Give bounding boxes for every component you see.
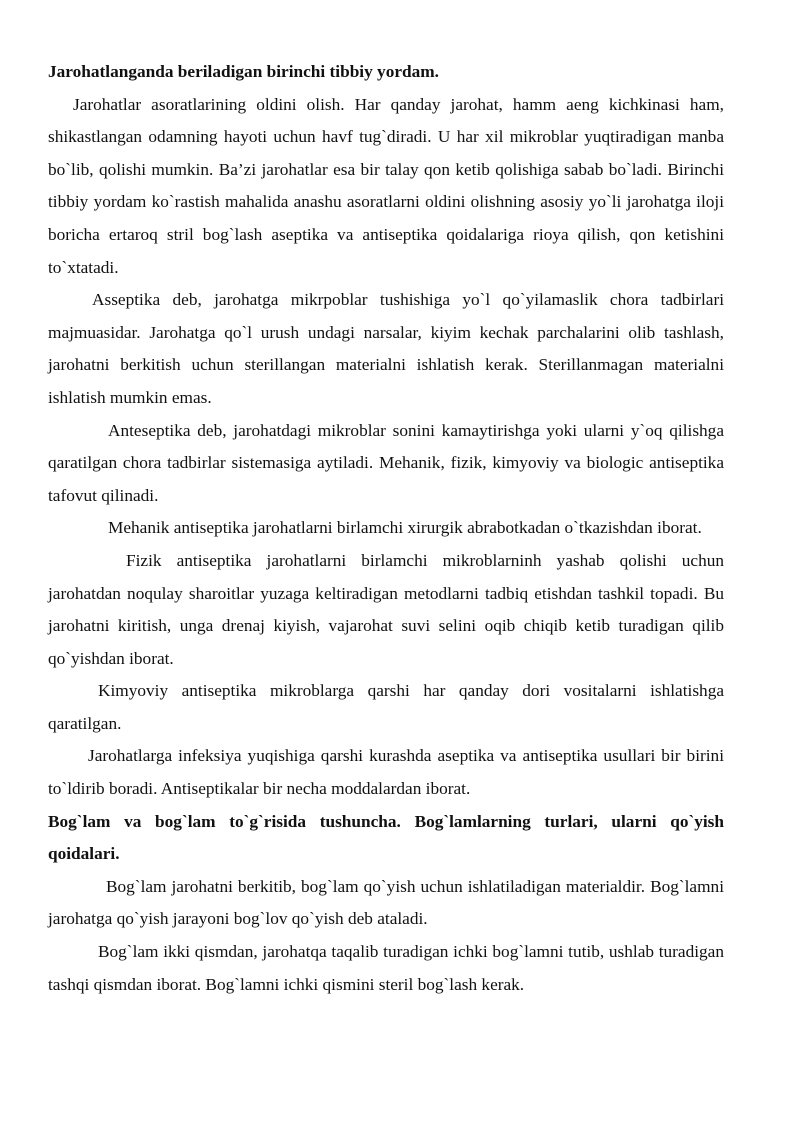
paragraph: Bog`lam ikki qismdan, jarohatqa taqalib turadigan ichki bog`lamni tutib, ushlab turadigan tashqi qismdan iborat. Bog`lamni ichki qismini steril bog`lash kerak. (48, 942, 724, 994)
paragraph: Bog`lam jarohatni berkitib, bog`lam qo`yish uchun ishlatiladigan materialdir. Bog`lamni jarohatga qo`yish jarayoni bog`lov qo`yish deb ataladi. (48, 876, 724, 929)
paragraph: Mehanik antiseptika jarohatlarni birlamchi xirurgik abrabotkadan o`tkazishdan iborat. (108, 518, 702, 538)
paragraph: Jarohatlar asoratlarining oldini olish. Har qanday jarohat, hamm aeng kichkinasi ham, shikastlangan odamning hayoti uchun havf tug`diradi. U har xil mikroblar yuqtiradigan manba bo`lib, qolishi mumkin. Ba’zi jarohatlar esa bir talay qon ketib qolishiga sabab bo`ladi. Birinchi tibbiy yordam ko`rastish mahalida anashu asoratlarni oldini olishning asosiy yo`li jarohatga iloji boricha ertaroq stril bog`lash aseptika va antiseptika qoidalariga rioya qilish, qon ketishini to`xtatadi. (48, 94, 724, 277)
paragraph: Fizik antiseptika jarohatlarni birlamchi mikroblarninh yashab qolishi uchun jarohatdan noqulay sharoitlar yuzaga keltiradigan metodlarni tadbiq etishdan tashkil topadi. Bu jarohatni kiritish, unga drenaj kiyish, vajarohat suvi selini oqib chiqib ketib turadigan qilib qo`yishdan iborat. (48, 550, 724, 668)
section-heading: Bog`lam va bog`lam to`g`risida tushuncha. Bog`lamlarning turlari, ularni qo`yish qoidalari. (48, 811, 724, 864)
paragraph: Kimyoviy antiseptika mikroblarga qarshi har qanday dori vositalarni ishlatishga qaratilgan. (48, 681, 724, 733)
paragraph: Asseptika deb, jarohatga mikrpoblar tushishiga yo`l qo`yilamaslik chora tadbirlari majmuasidar. Jarohatga qo`l urush undagi narsalar, kiyim kechak parchalarini olib tashlash, jarohatni berkitish uchun sterillangan materialni ishlatish kerak. Sterillanmagan materialni ishlatish mumkin emas. (48, 290, 724, 407)
paragraph: Jarohatlarga infeksiya yuqishiga qarshi kurashda aseptika va antiseptika usullari bir birini to`ldirib boradi. Antiseptikalar bir necha moddalardan iborat. (48, 746, 724, 799)
section-heading: Jarohatlanganda beriladigan birinchi tibbiy yordam. (48, 62, 439, 81)
document-page (48, 56, 724, 1001)
paragraph: Anteseptika deb, jarohatdagi mikroblar sonini kamaytirishga yoki ularni y`oq qilishga qaratilgan chora tadbirlar sistemasiga aytiladi. Mehanik, fizik, kimyoviy va biologic antiseptika tafovut qilinadi. (48, 420, 724, 505)
